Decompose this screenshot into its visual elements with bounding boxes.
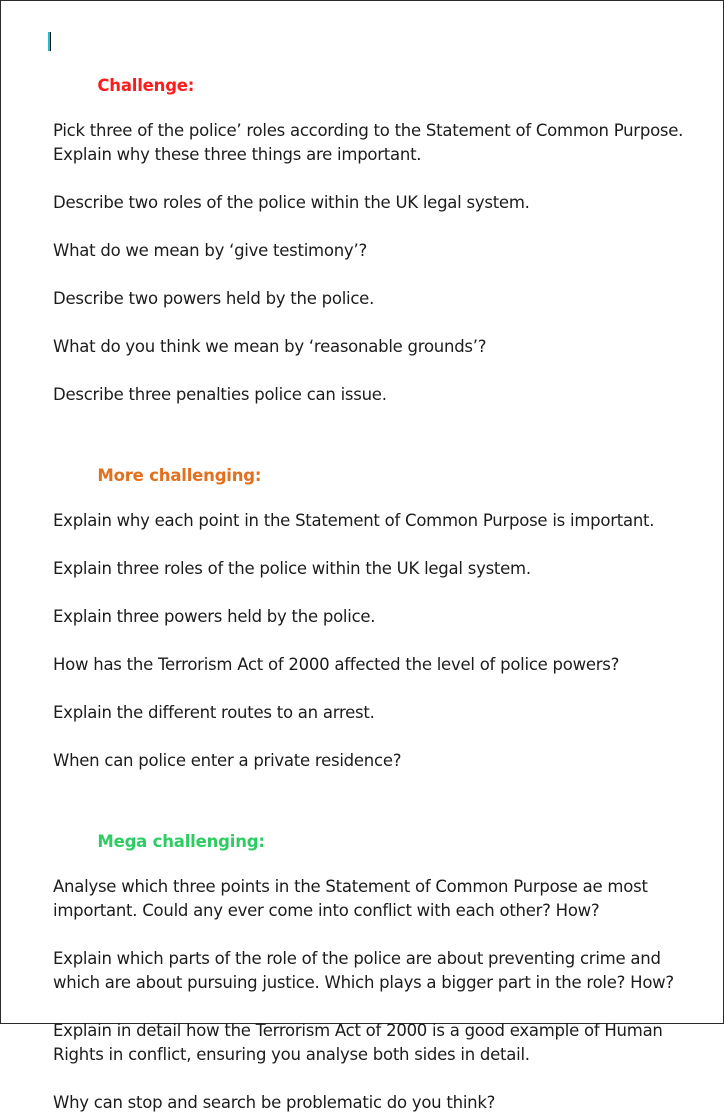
text-cursor-caret — [48, 32, 51, 51]
question-item: Describe three penalties police can issue. — [53, 385, 387, 404]
heading-more-challenging-label: More challenging: — [97, 466, 262, 485]
question-item: Explain three roles of the police within the UK legal system. — [53, 559, 531, 578]
heading-more-challenging — [53, 443, 705, 509]
section-more-challenging — [53, 443, 705, 773]
question-item: Explain why each point in the Statement of Common Purpose is important. — [53, 511, 655, 530]
question-item: When can police enter a private residence? — [53, 751, 402, 770]
section-challenge — [53, 31, 705, 407]
question-item: Analyse which three points in the Statement of Common Purpose ae most important. Could any ever come into conflict with each other? How? — [53, 877, 648, 920]
question-item: Describe two powers held by the police. — [53, 289, 375, 308]
question-item: Explain which parts of the role of the police are about preventing crime and which are about pursuing justice. Which plays a bigger part in the role? How? — [53, 949, 674, 992]
heading-challenge — [53, 31, 705, 119]
heading-mega-challenging-label: Mega challenging: — [97, 832, 265, 851]
section-mega-challenging — [53, 809, 705, 1115]
question-item: Explain in detail how the Terrorism Act of 2000 is a good example of Human Rights in conflict, ensuring you analyse both sides in detail. — [53, 1021, 663, 1064]
question-item: Explain three powers held by the police. — [53, 607, 376, 626]
document-content — [53, 31, 705, 1115]
question-item: Why can stop and search be problematic do you think? — [53, 1093, 496, 1112]
heading-challenge-label: Challenge: — [97, 76, 195, 95]
question-item: Explain the different routes to an arrest. — [53, 703, 375, 722]
question-item: How has the Terrorism Act of 2000 affected the level of police powers? — [53, 655, 620, 674]
question-item: Describe two roles of the police within the UK legal system. — [53, 193, 530, 212]
heading-mega-challenging — [53, 809, 705, 875]
question-item: Pick three of the police’ roles according to the Statement of Common Purpose. Explain why these three things are important. — [53, 121, 684, 164]
question-item: What do you think we mean by ‘reasonable grounds’? — [53, 337, 487, 356]
question-item: What do we mean by ‘give testimony’? — [53, 241, 367, 260]
